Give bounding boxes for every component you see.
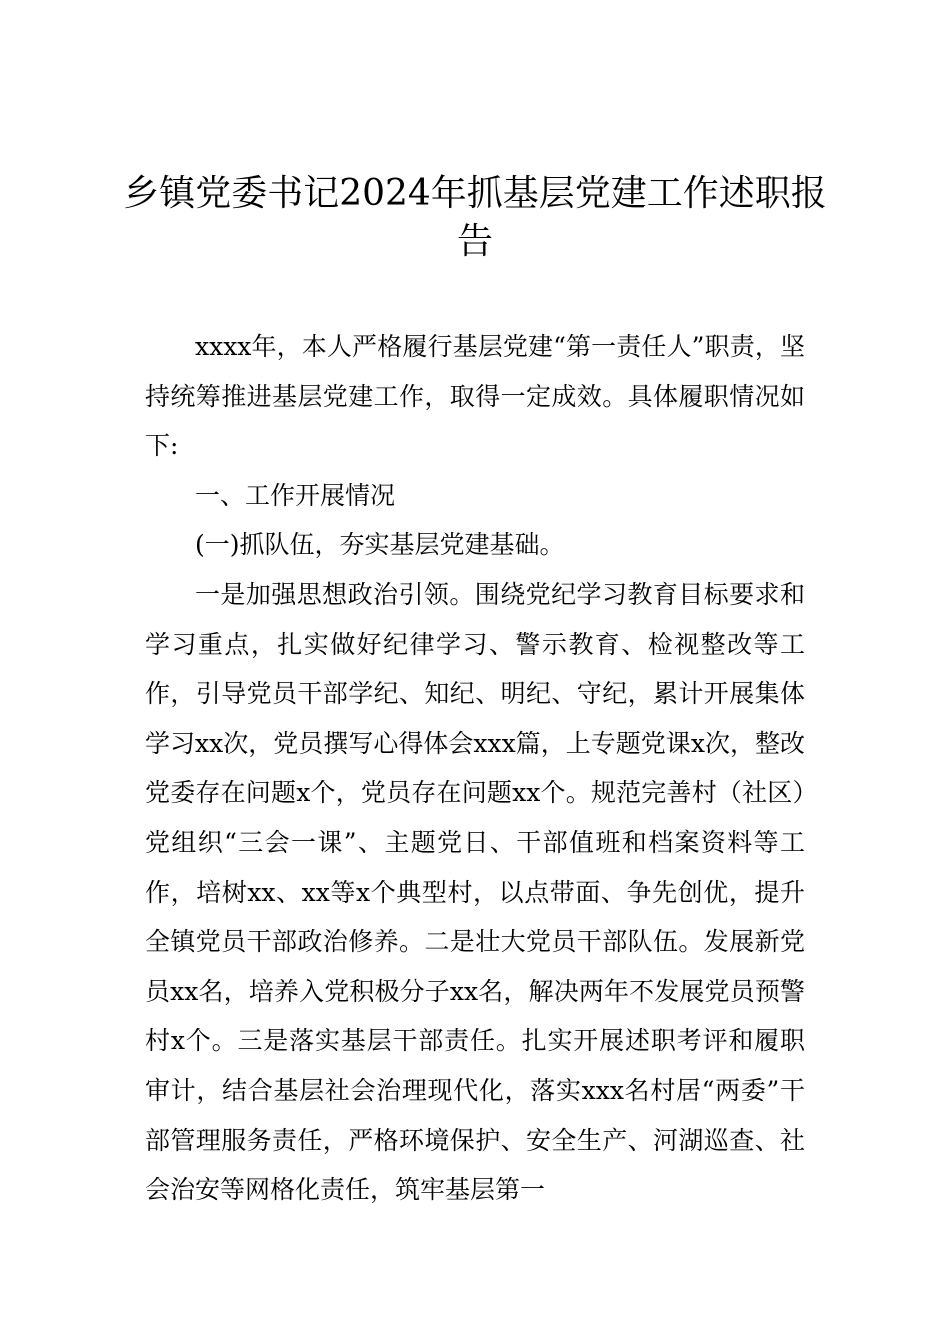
- subsection-heading: (一)抓队伍，夯实基层党建基础。: [195, 530, 565, 560]
- section-heading: 一、工作开展情况: [195, 480, 396, 510]
- intro-paragraph: xxxx年，本人严格履行基层党建“第一责任人”职责，坚持统筹推进基层党建工作，取得一定成效。具体履职情况如下:: [145, 332, 805, 461]
- document-title: 乡镇党委书记2024年抓基层党建工作述职报告: [123, 173, 827, 262]
- body-paragraph: 一是加强思想政治引领。围绕党纪学习教育目标要求和学习重点，扎实做好纪律学习、警示教育、检视整改等工作，引导党员干部学纪、知纪、明纪、守纪，累计开展集体学习xx次，党员撰写心得体会xxx篇，上专题党课x次，整改党委存在问题x个，党员存在问题xx个。规范完善村（社区）党组织“三会一课”、主题党日、干部值班和档案资料等工作，培树xx、xx等x个典型村，以点带面、争先创优，提升全镇党员干部政治修养。二是壮大党员干部队伍。发展新党员xx名，培养入党积极分子xx名，解决两年不发展党员预警村x个。三是落实基层干部责任。扎实开展述职考评和履职审计，结合基层社会治理现代化，落实xxx名村居“两委”干部管理服务责任，严格环境保护、安全生产、河湖巡查、社会治安等网格化责任，筑牢基层第一: [145, 579, 805, 1205]
- document-body: [145, 322, 805, 1215]
